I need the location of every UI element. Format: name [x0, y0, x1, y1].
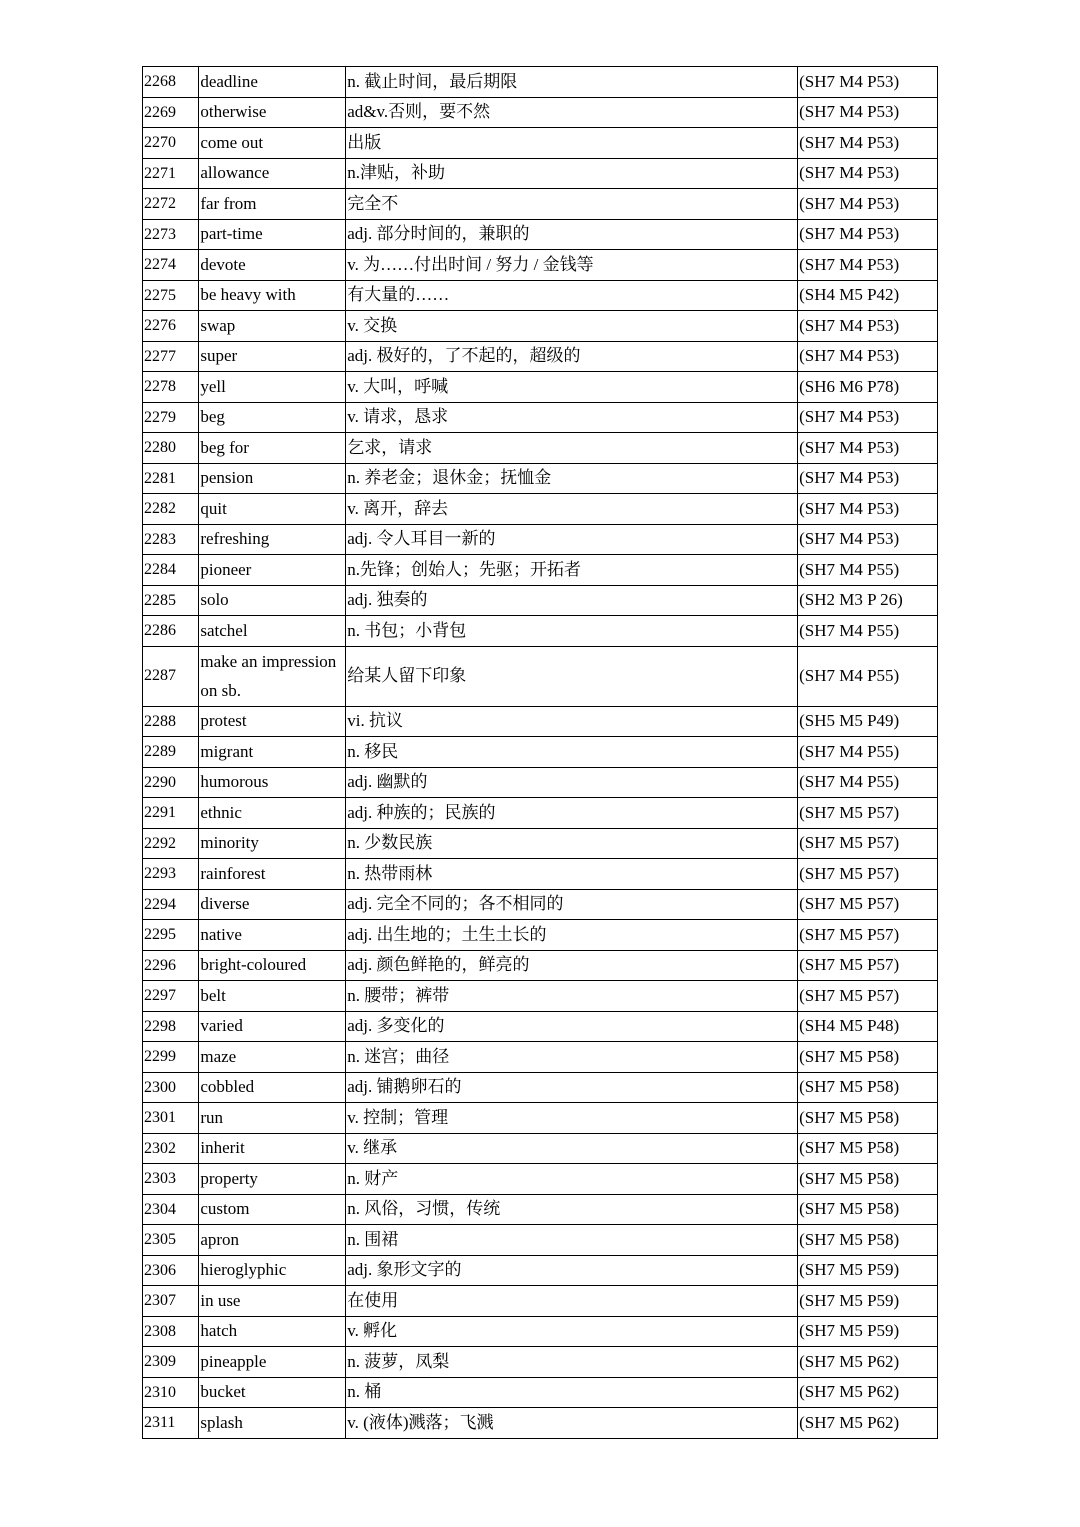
- entry-number: 2296: [143, 950, 199, 981]
- entry-number: 2275: [143, 280, 199, 311]
- entry-number: 2297: [143, 981, 199, 1012]
- entry-word: hieroglyphic: [199, 1255, 346, 1286]
- entry-number: 2283: [143, 524, 199, 555]
- entry-number: 2302: [143, 1133, 199, 1164]
- entry-word: maze: [199, 1042, 346, 1073]
- table-row: [143, 981, 938, 1012]
- entry-word: native: [199, 920, 346, 951]
- entry-word: protest: [199, 706, 346, 737]
- entry-reference: (SH7 M4 P53): [798, 250, 938, 281]
- entry-word: deadline: [199, 67, 346, 98]
- entry-word: solo: [199, 585, 346, 616]
- entry-word: humorous: [199, 767, 346, 798]
- table-row: [143, 494, 938, 525]
- entry-word: apron: [199, 1225, 346, 1256]
- entry-number: 2288: [143, 706, 199, 737]
- entry-number: 2306: [143, 1255, 199, 1286]
- entry-word: bucket: [199, 1377, 346, 1408]
- entry-number: 2269: [143, 97, 199, 128]
- entry-word: belt: [199, 981, 346, 1012]
- entry-number: 2284: [143, 555, 199, 586]
- entry-number: 2292: [143, 828, 199, 859]
- entry-meaning: 有大量的……: [346, 280, 798, 311]
- entry-meaning: n. 热带雨林: [346, 859, 798, 890]
- entry-word: beg for: [199, 433, 346, 464]
- entry-reference: (SH7 M4 P53): [798, 97, 938, 128]
- entry-number: 2268: [143, 67, 199, 98]
- table-row: [143, 585, 938, 616]
- entry-meaning: n. 移民: [346, 737, 798, 768]
- entry-meaning: adj. 种族的；民族的: [346, 798, 798, 829]
- entry-reference: (SH7 M5 P59): [798, 1286, 938, 1317]
- entry-reference: (SH7 M4 P55): [798, 737, 938, 768]
- entry-reference: (SH7 M5 P58): [798, 1194, 938, 1225]
- table-row: [143, 767, 938, 798]
- table-row: [143, 189, 938, 220]
- entry-word: custom: [199, 1194, 346, 1225]
- entry-number: 2286: [143, 616, 199, 647]
- entry-reference: (SH7 M4 P53): [798, 433, 938, 464]
- entry-word: ethnic: [199, 798, 346, 829]
- entry-reference: (SH7 M4 P53): [798, 158, 938, 189]
- entry-meaning: n. 围裙: [346, 1225, 798, 1256]
- entry-word: diverse: [199, 889, 346, 920]
- entry-word: super: [199, 341, 346, 372]
- entry-word: rainforest: [199, 859, 346, 890]
- entry-meaning: adj. 完全不同的；各不相同的: [346, 889, 798, 920]
- entry-reference: (SH7 M5 P59): [798, 1316, 938, 1347]
- entry-word: migrant: [199, 737, 346, 768]
- table-row: [143, 616, 938, 647]
- entry-word: beg: [199, 402, 346, 433]
- table-row: [143, 97, 938, 128]
- entry-word: cobbled: [199, 1072, 346, 1103]
- entry-reference: (SH7 M5 P58): [798, 1164, 938, 1195]
- entry-word: be heavy with: [199, 280, 346, 311]
- table-row: [143, 555, 938, 586]
- entry-reference: (SH7 M5 P57): [798, 950, 938, 981]
- entry-number: 2293: [143, 859, 199, 890]
- entry-number: 2304: [143, 1194, 199, 1225]
- entry-number: 2287: [143, 646, 199, 706]
- entry-reference: (SH7 M4 P55): [798, 555, 938, 586]
- entry-meaning: n. 财产: [346, 1164, 798, 1195]
- table-row: [143, 1377, 938, 1408]
- table-row: [143, 798, 938, 829]
- table-row: [143, 128, 938, 159]
- entry-reference: (SH2 M3 P 26): [798, 585, 938, 616]
- entry-number: 2279: [143, 402, 199, 433]
- entry-word: hatch: [199, 1316, 346, 1347]
- entry-number: 2289: [143, 737, 199, 768]
- entry-number: 2290: [143, 767, 199, 798]
- entry-word: minority: [199, 828, 346, 859]
- table-row: [143, 706, 938, 737]
- entry-word: bright-coloured: [199, 950, 346, 981]
- table-row: [143, 859, 938, 890]
- entry-reference: (SH7 M5 P57): [798, 828, 938, 859]
- entry-word: refreshing: [199, 524, 346, 555]
- entry-word: quit: [199, 494, 346, 525]
- entry-number: 2301: [143, 1103, 199, 1134]
- entry-reference: (SH7 M5 P58): [798, 1225, 938, 1256]
- table-row: [143, 1347, 938, 1378]
- table-row: [143, 1316, 938, 1347]
- table-row: [143, 433, 938, 464]
- entry-number: 2310: [143, 1377, 199, 1408]
- entry-meaning: v. 孵化: [346, 1316, 798, 1347]
- table-row: [143, 311, 938, 342]
- entry-reference: (SH7 M4 P53): [798, 67, 938, 98]
- entry-number: 2281: [143, 463, 199, 494]
- entry-meaning: 乞求，请求: [346, 433, 798, 464]
- entry-reference: (SH7 M4 P53): [798, 494, 938, 525]
- entry-reference: (SH7 M4 P53): [798, 189, 938, 220]
- entry-meaning: v. 交换: [346, 311, 798, 342]
- entry-number: 2309: [143, 1347, 199, 1378]
- table-row: [143, 341, 938, 372]
- table-row: [143, 1255, 938, 1286]
- entry-word: inherit: [199, 1133, 346, 1164]
- table-row: [143, 1286, 938, 1317]
- entry-word: pioneer: [199, 555, 346, 586]
- table-row: [143, 158, 938, 189]
- entry-reference: (SH7 M4 P55): [798, 767, 938, 798]
- entry-number: 2276: [143, 311, 199, 342]
- entry-meaning: adj. 出生地的；土生土长的: [346, 920, 798, 951]
- entry-number: 2272: [143, 189, 199, 220]
- entry-word: far from: [199, 189, 346, 220]
- entry-reference: (SH7 M5 P59): [798, 1255, 938, 1286]
- entry-word: part-time: [199, 219, 346, 250]
- entry-meaning: adj. 极好的，了不起的，超级的: [346, 341, 798, 372]
- entry-meaning: n. 书包；小背包: [346, 616, 798, 647]
- entry-number: 2282: [143, 494, 199, 525]
- entry-meaning: adj. 独奏的: [346, 585, 798, 616]
- entry-reference: (SH7 M4 P53): [798, 524, 938, 555]
- entry-word: devote: [199, 250, 346, 281]
- entry-number: 2300: [143, 1072, 199, 1103]
- entry-number: 2274: [143, 250, 199, 281]
- table-row: [143, 737, 938, 768]
- entry-meaning: adj. 铺鹅卵石的: [346, 1072, 798, 1103]
- entry-reference: (SH7 M5 P58): [798, 1133, 938, 1164]
- entry-meaning: n. 截止时间，最后期限: [346, 67, 798, 98]
- table-row: [143, 1133, 938, 1164]
- entry-meaning: n. 养老金；退休金；抚恤金: [346, 463, 798, 494]
- table-row: [143, 524, 938, 555]
- entry-number: 2308: [143, 1316, 199, 1347]
- entry-number: 2291: [143, 798, 199, 829]
- table-row: [143, 1194, 938, 1225]
- entry-meaning: n. 迷宫；曲径: [346, 1042, 798, 1073]
- entry-word: pension: [199, 463, 346, 494]
- entry-number: 2285: [143, 585, 199, 616]
- entry-meaning: 完全不: [346, 189, 798, 220]
- entry-number: 2299: [143, 1042, 199, 1073]
- entry-word: yell: [199, 372, 346, 403]
- entry-reference: (SH7 M4 P53): [798, 128, 938, 159]
- entry-meaning: ad&v.否则，要不然: [346, 97, 798, 128]
- entry-reference: (SH7 M5 P57): [798, 798, 938, 829]
- table-row: [143, 372, 938, 403]
- entry-meaning: adj. 多变化的: [346, 1011, 798, 1042]
- table-row: [143, 280, 938, 311]
- entry-reference: (SH7 M4 P53): [798, 402, 938, 433]
- entry-reference: (SH7 M5 P57): [798, 981, 938, 1012]
- entry-reference: (SH7 M4 P53): [798, 219, 938, 250]
- entry-number: 2278: [143, 372, 199, 403]
- entry-meaning: 给某人留下印象: [346, 646, 798, 706]
- entry-word: property: [199, 1164, 346, 1195]
- table-row: [143, 219, 938, 250]
- entry-meaning: adj. 颜色鲜艳的，鲜亮的: [346, 950, 798, 981]
- entry-meaning: v. (液体)溅落；飞溅: [346, 1408, 798, 1439]
- table-row: [143, 920, 938, 951]
- entry-word: splash: [199, 1408, 346, 1439]
- entry-word: come out: [199, 128, 346, 159]
- entry-meaning: n. 桶: [346, 1377, 798, 1408]
- entry-word: pineapple: [199, 1347, 346, 1378]
- entry-meaning: n. 菠萝，凤梨: [346, 1347, 798, 1378]
- vocabulary-table: [142, 66, 938, 1439]
- entry-reference: (SH7 M4 P55): [798, 646, 938, 706]
- table-row: [143, 1103, 938, 1134]
- table-row: [143, 1408, 938, 1439]
- entry-meaning: adj. 幽默的: [346, 767, 798, 798]
- entry-meaning: n.津贴，补助: [346, 158, 798, 189]
- table-row: [143, 1011, 938, 1042]
- entry-number: 2311: [143, 1408, 199, 1439]
- entry-reference: (SH7 M5 P57): [798, 920, 938, 951]
- entry-reference: (SH7 M5 P57): [798, 889, 938, 920]
- entry-reference: (SH5 M5 P49): [798, 706, 938, 737]
- table-row: [143, 402, 938, 433]
- entry-reference: (SH7 M4 P55): [798, 616, 938, 647]
- entry-number: 2305: [143, 1225, 199, 1256]
- entry-number: 2295: [143, 920, 199, 951]
- entry-meaning: adj. 象形文字的: [346, 1255, 798, 1286]
- table-row: [143, 646, 938, 706]
- table-row: [143, 1164, 938, 1195]
- entry-meaning: v. 控制；管理: [346, 1103, 798, 1134]
- entry-reference: (SH7 M4 P53): [798, 463, 938, 494]
- entry-meaning: vi. 抗议: [346, 706, 798, 737]
- entry-reference: (SH7 M5 P58): [798, 1072, 938, 1103]
- entry-meaning: 出版: [346, 128, 798, 159]
- entry-number: 2303: [143, 1164, 199, 1195]
- entry-reference: (SH7 M5 P62): [798, 1377, 938, 1408]
- entry-number: 2271: [143, 158, 199, 189]
- entry-number: 2277: [143, 341, 199, 372]
- table-row: [143, 1072, 938, 1103]
- entry-number: 2294: [143, 889, 199, 920]
- table-row: [143, 950, 938, 981]
- entry-number: 2273: [143, 219, 199, 250]
- entry-word: run: [199, 1103, 346, 1134]
- entry-reference: (SH7 M5 P57): [798, 859, 938, 890]
- entry-meaning: n. 风俗，习惯，传统: [346, 1194, 798, 1225]
- entry-reference: (SH7 M5 P58): [798, 1103, 938, 1134]
- entry-word: varied: [199, 1011, 346, 1042]
- entry-meaning: adj. 令人耳目一新的: [346, 524, 798, 555]
- entry-reference: (SH7 M5 P62): [798, 1347, 938, 1378]
- entry-meaning: v. 请求，恳求: [346, 402, 798, 433]
- entry-reference: (SH7 M5 P58): [798, 1042, 938, 1073]
- table-row: [143, 250, 938, 281]
- entry-reference: (SH4 M5 P48): [798, 1011, 938, 1042]
- entry-meaning: v. 大叫，呼喊: [346, 372, 798, 403]
- entry-number: 2280: [143, 433, 199, 464]
- entry-reference: (SH7 M4 P53): [798, 311, 938, 342]
- entry-reference: (SH7 M5 P62): [798, 1408, 938, 1439]
- entry-reference: (SH6 M6 P78): [798, 372, 938, 403]
- entry-meaning: n. 少数民族: [346, 828, 798, 859]
- entry-word: otherwise: [199, 97, 346, 128]
- entry-word: swap: [199, 311, 346, 342]
- entry-reference: (SH4 M5 P42): [798, 280, 938, 311]
- entry-meaning: v. 继承: [346, 1133, 798, 1164]
- vocabulary-table-body: [143, 67, 938, 1439]
- table-row: [143, 889, 938, 920]
- entry-number: 2270: [143, 128, 199, 159]
- entry-word: make an impression on sb.: [199, 646, 346, 706]
- entry-meaning: adj. 部分时间的，兼职的: [346, 219, 798, 250]
- table-row: [143, 1042, 938, 1073]
- table-row: [143, 1225, 938, 1256]
- entry-word: allowance: [199, 158, 346, 189]
- entry-meaning: 在使用: [346, 1286, 798, 1317]
- table-row: [143, 828, 938, 859]
- entry-meaning: v. 为……付出时间 / 努力 / 金钱等: [346, 250, 798, 281]
- entry-reference: (SH7 M4 P53): [798, 341, 938, 372]
- entry-word: in use: [199, 1286, 346, 1317]
- entry-meaning: n.先锋；创始人；先驱；开拓者: [346, 555, 798, 586]
- table-row: [143, 67, 938, 98]
- entry-meaning: n. 腰带；裤带: [346, 981, 798, 1012]
- entry-word: satchel: [199, 616, 346, 647]
- entry-meaning: v. 离开，辞去: [346, 494, 798, 525]
- entry-number: 2298: [143, 1011, 199, 1042]
- table-row: [143, 463, 938, 494]
- entry-number: 2307: [143, 1286, 199, 1317]
